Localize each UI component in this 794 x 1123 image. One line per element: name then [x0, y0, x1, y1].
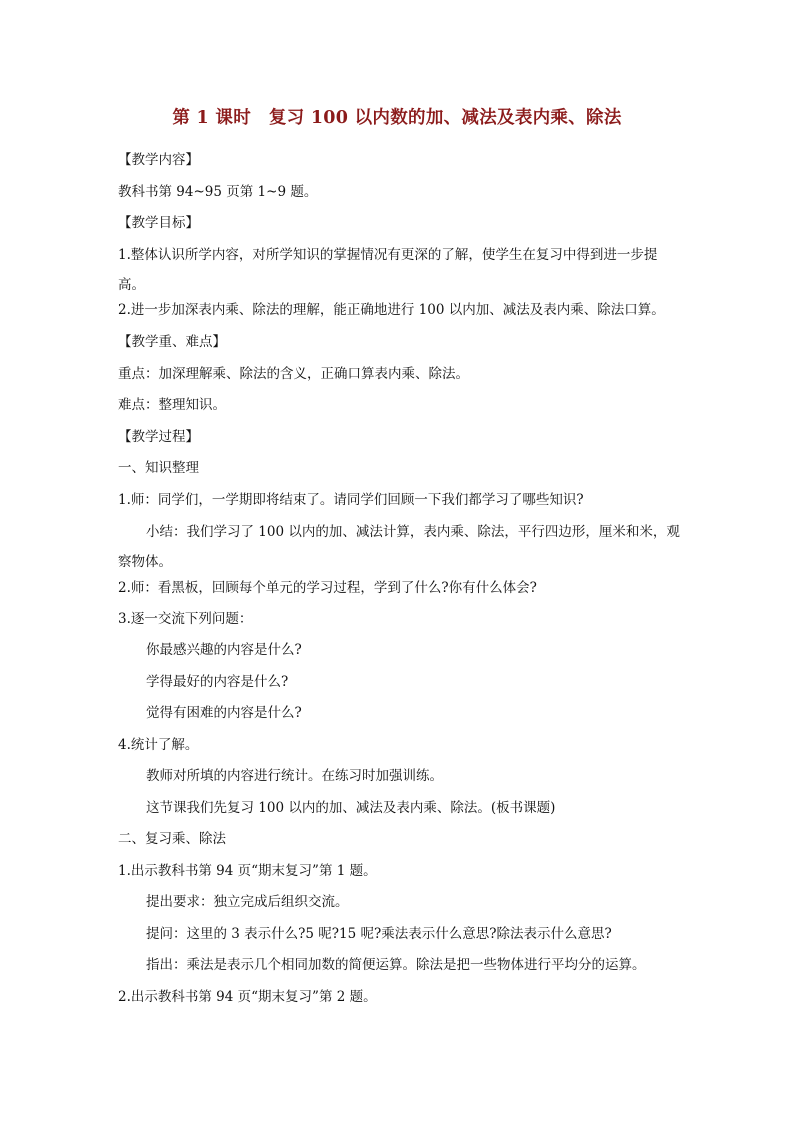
process-step-4: 4.统计了解。	[118, 737, 199, 753]
section-heading-key-points: 【教学重、难点】	[118, 334, 226, 350]
question-2: 学得最好的内容是什么?	[146, 674, 289, 690]
question-3: 觉得有困难的内容是什么?	[146, 705, 302, 721]
question-text: 提问：这里的 3 表示什么?5 呢?15 呢?乘法表示什么意思?除法表示什么意思?	[146, 926, 612, 942]
point-out-text: 指出：乘法是表示几个相同加数的简便运算。除法是把一些物体进行平均分的运算。	[146, 957, 646, 973]
part-heading-1: 一、知识整理	[118, 460, 199, 476]
process-step-1: 1.师：同学们，一学期即将结束了。请同学们回顾一下我们都学习了哪些知识?	[118, 492, 584, 508]
lesson-title: 第 1 课时 复习 100 以内数的加、减法及表内乘、除法	[172, 108, 622, 128]
review-step-1: 1.出示教科书第 94 页“期末复习”第 1 题。	[118, 863, 377, 879]
summary-paragraph: 小结：我们学习了 100 以内的加、减法计算，表内乘、除法，平行四边形，厘米和米，观察物体。	[118, 524, 680, 570]
part-heading-2: 二、复习乘、除法	[118, 831, 226, 847]
statistics-text: 教师对所填的内容进行统计。在练习时加强训练。	[146, 768, 443, 784]
topic-intro-text: 这节课我们先复习 100 以内的加、减法及表内乘、除法。(板书课题)	[146, 800, 556, 816]
difficult-point: 难点：整理知识。	[118, 397, 226, 413]
section-heading-content: 【教学内容】	[118, 152, 199, 168]
section-heading-goals: 【教学目标】	[118, 215, 199, 231]
process-step-3: 3.逐一交流下列问题：	[118, 611, 253, 627]
content-text: 教科书第 94~95 页第 1~9 题。	[118, 184, 318, 200]
review-step-2: 2.出示教科书第 94 页“期末复习”第 2 题。	[118, 989, 377, 1005]
goal-item-2: 2.进一步加深表内乘、除法的理解，能正确地进行 100 以内加、减法及表内乘、除法口算。	[118, 302, 665, 318]
goal-item-1: 1.整体认识所学内容，对所学知识的掌握情况有更深的了解，使学生在复习中得到进一步提高。	[118, 247, 658, 293]
key-point: 重点：加深理解乘、除法的含义，正确口算表内乘、除法。	[118, 366, 469, 382]
section-heading-process: 【教学过程】	[118, 429, 199, 445]
question-1: 你最感兴趣的内容是什么?	[146, 642, 302, 658]
requirement-text: 提出要求：独立完成后组织交流。	[146, 894, 349, 910]
process-step-2: 2.师：看黑板，回顾每个单元的学习过程，学到了什么?你有什么体会?	[118, 580, 537, 596]
